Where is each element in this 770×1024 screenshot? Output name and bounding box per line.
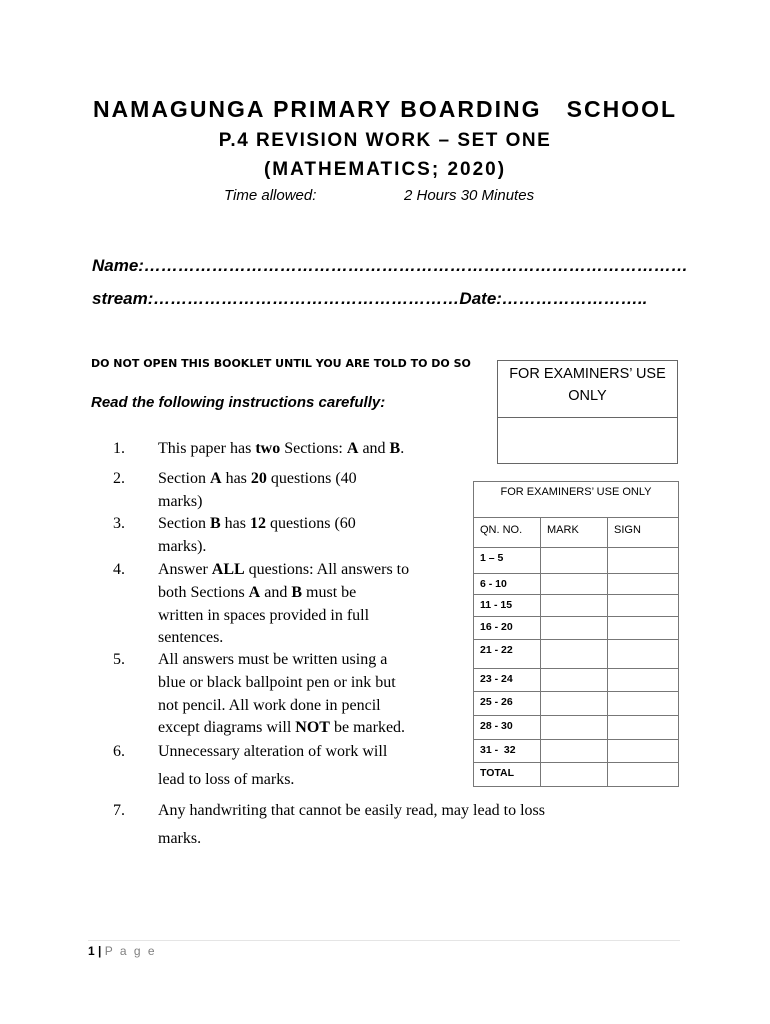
instruction-text: blue or black ballpoint pen or ink but bbox=[158, 673, 396, 691]
do-not-open-notice: DO NOT OPEN THIS BOOKLET UNTIL YOU ARE TOLD TO DO SO bbox=[91, 357, 471, 370]
instruction-emphasis: B bbox=[291, 583, 303, 601]
qn-no-cell: 23 - 24 bbox=[474, 669, 541, 692]
instruction-text: questions: All answers to bbox=[244, 561, 410, 578]
instruction-number: 2. bbox=[113, 470, 125, 487]
instruction-line bbox=[158, 582, 356, 605]
instruction-text: This paper has bbox=[158, 440, 256, 457]
instruction-line bbox=[158, 605, 369, 628]
instruction-emphasis: 20 bbox=[250, 470, 267, 487]
instruction-text: sentences. bbox=[158, 629, 224, 647]
mark-cell[interactable] bbox=[541, 548, 608, 574]
qn-no-cell: 31 - 32 bbox=[474, 740, 541, 763]
instruction-number: 7. bbox=[113, 802, 125, 819]
examiners-use-box bbox=[497, 360, 678, 464]
instruction-text: not pencil. All work done in pencil bbox=[158, 696, 381, 714]
table-row bbox=[474, 763, 679, 787]
instruction-emphasis: two bbox=[255, 440, 281, 457]
instruction-line bbox=[158, 559, 409, 582]
set-title: P.4 REVISION WORK – SET ONE bbox=[218, 130, 552, 151]
instruction-emphasis: A bbox=[248, 583, 261, 601]
sign-cell[interactable] bbox=[608, 595, 679, 617]
instruction-emphasis: 12 bbox=[250, 515, 266, 532]
instruction-line bbox=[158, 468, 357, 491]
instruction-text: Any handwriting that cannot be easily read, may lead to loss bbox=[158, 802, 546, 819]
instruction-line bbox=[158, 627, 223, 650]
instruction-text: marks) bbox=[158, 492, 203, 510]
instruction-text: Section bbox=[158, 470, 210, 487]
read-instructions-heading: Read the following instructions carefully: bbox=[91, 394, 386, 411]
sign-cell[interactable] bbox=[608, 574, 679, 595]
instruction-number: 4. bbox=[113, 561, 125, 578]
page-label: P a g e bbox=[104, 944, 157, 958]
instruction-line bbox=[158, 800, 545, 823]
instruction-line bbox=[158, 536, 206, 559]
table-row bbox=[474, 548, 679, 574]
instruction-text: must be bbox=[302, 583, 357, 601]
table-row bbox=[474, 617, 679, 640]
instruction-text: marks. bbox=[158, 830, 202, 847]
table-row bbox=[474, 692, 679, 716]
table-row bbox=[474, 740, 679, 763]
examiners-box-heading bbox=[498, 361, 677, 418]
instruction-text: marks). bbox=[158, 537, 207, 555]
instruction-line bbox=[158, 491, 202, 514]
instruction-text: questions (40 bbox=[266, 470, 357, 487]
header-qn-no: QN. NO. bbox=[474, 518, 541, 548]
instruction-text: written in spaces provided in full bbox=[158, 606, 370, 624]
instruction-emphasis: B bbox=[210, 515, 221, 532]
qn-no-cell: 11 - 15 bbox=[474, 595, 541, 617]
instruction-text: Sections: bbox=[280, 440, 347, 457]
mark-cell[interactable] bbox=[541, 740, 608, 763]
mark-cell[interactable] bbox=[541, 617, 608, 640]
sign-cell[interactable] bbox=[608, 692, 679, 716]
instruction-line bbox=[158, 741, 387, 764]
instruction-line bbox=[158, 769, 294, 792]
school-name: NAMAGUNGA PRIMARY BOARDING SCHOOL bbox=[92, 96, 678, 122]
instruction-line bbox=[158, 672, 396, 695]
instruction-emphasis: B bbox=[389, 440, 401, 457]
sign-cell[interactable] bbox=[608, 548, 679, 574]
mark-cell[interactable] bbox=[541, 595, 608, 617]
instruction-text: Section bbox=[158, 515, 210, 532]
examiners-box-line1: FOR EXAMINERS’ USE bbox=[509, 366, 666, 382]
stream-date-line bbox=[92, 289, 647, 309]
instruction-text: except diagrams will bbox=[158, 719, 296, 737]
instruction-text: and bbox=[260, 583, 292, 601]
header-sign: SIGN bbox=[608, 518, 679, 548]
table-row bbox=[474, 640, 679, 669]
instruction-line bbox=[158, 695, 381, 718]
qn-no-cell: 1 – 5 bbox=[474, 548, 541, 574]
instruction-text: questions (60 bbox=[266, 515, 356, 532]
name-field[interactable]: Name:…………………………………………………………………………………… bbox=[92, 256, 688, 275]
instruction-text: All answers must be written using a bbox=[158, 651, 388, 668]
instruction-text: Unnecessary alteration of work will bbox=[158, 743, 388, 760]
instruction-text: Answer bbox=[158, 561, 212, 578]
mark-cell[interactable] bbox=[541, 716, 608, 740]
qn-no-cell: 21 - 22 bbox=[474, 640, 541, 669]
instruction-number: 3. bbox=[113, 515, 125, 532]
instruction-emphasis: A bbox=[210, 470, 222, 487]
subject-title: (MATHEMATICS; 2020) bbox=[263, 159, 507, 180]
table-row bbox=[474, 595, 679, 617]
instruction-number: 5. bbox=[113, 651, 125, 668]
instruction-line bbox=[158, 717, 405, 740]
qn-no-cell: 6 - 10 bbox=[474, 574, 541, 595]
instruction-number: 6. bbox=[113, 743, 125, 760]
page-number: 1 bbox=[88, 944, 95, 958]
instruction-text: has bbox=[220, 515, 250, 532]
instruction-emphasis: A bbox=[346, 440, 359, 457]
sign-cell[interactable] bbox=[608, 617, 679, 640]
instruction-text: both Sections bbox=[158, 583, 249, 601]
page-footer bbox=[88, 944, 157, 958]
sign-cell[interactable] bbox=[608, 763, 679, 787]
sign-cell[interactable] bbox=[608, 716, 679, 740]
header-mark: MARK bbox=[541, 518, 608, 548]
marks-table bbox=[473, 481, 679, 787]
time-label: Time allowed: bbox=[224, 187, 317, 204]
instruction-emphasis: ALL bbox=[211, 561, 245, 578]
mark-cell[interactable] bbox=[541, 640, 608, 669]
footer-divider bbox=[88, 940, 680, 941]
examiners-box-line2: ONLY bbox=[568, 388, 607, 404]
mark-cell[interactable] bbox=[541, 692, 608, 716]
sign-cell[interactable] bbox=[608, 640, 679, 669]
qn-no-cell: TOTAL bbox=[474, 763, 541, 787]
mark-cell[interactable] bbox=[541, 669, 608, 692]
instruction-text: and bbox=[358, 440, 390, 457]
qn-no-cell: 28 - 30 bbox=[474, 716, 541, 740]
mark-cell[interactable] bbox=[541, 574, 608, 595]
instruction-emphasis: NOT bbox=[295, 719, 330, 737]
sign-cell[interactable] bbox=[608, 669, 679, 692]
instruction-line bbox=[158, 828, 201, 851]
instruction-line bbox=[158, 649, 387, 672]
stream-field[interactable]: stream:……………………………………………… bbox=[92, 289, 460, 308]
instruction-text: has bbox=[221, 470, 251, 487]
time-value: 2 Hours 30 Minutes bbox=[404, 187, 535, 204]
page-separator: | bbox=[94, 944, 105, 958]
table-row bbox=[474, 669, 679, 692]
sign-cell[interactable] bbox=[608, 740, 679, 763]
instruction-line bbox=[158, 438, 404, 461]
date-field[interactable]: Date:…………………….. bbox=[459, 289, 648, 308]
instruction-text: be marked. bbox=[329, 719, 406, 737]
qn-no-cell: 25 - 26 bbox=[474, 692, 541, 716]
instruction-number: 1. bbox=[113, 440, 125, 457]
instruction-line bbox=[158, 513, 356, 536]
table-row bbox=[474, 716, 679, 740]
mark-cell[interactable] bbox=[541, 763, 608, 787]
marks-table-title: FOR EXAMINERS’ USE ONLY bbox=[474, 482, 679, 518]
table-row bbox=[474, 574, 679, 595]
instruction-text: lead to loss of marks. bbox=[158, 771, 295, 788]
instruction-text: . bbox=[400, 440, 405, 457]
qn-no-cell: 16 - 20 bbox=[474, 617, 541, 640]
